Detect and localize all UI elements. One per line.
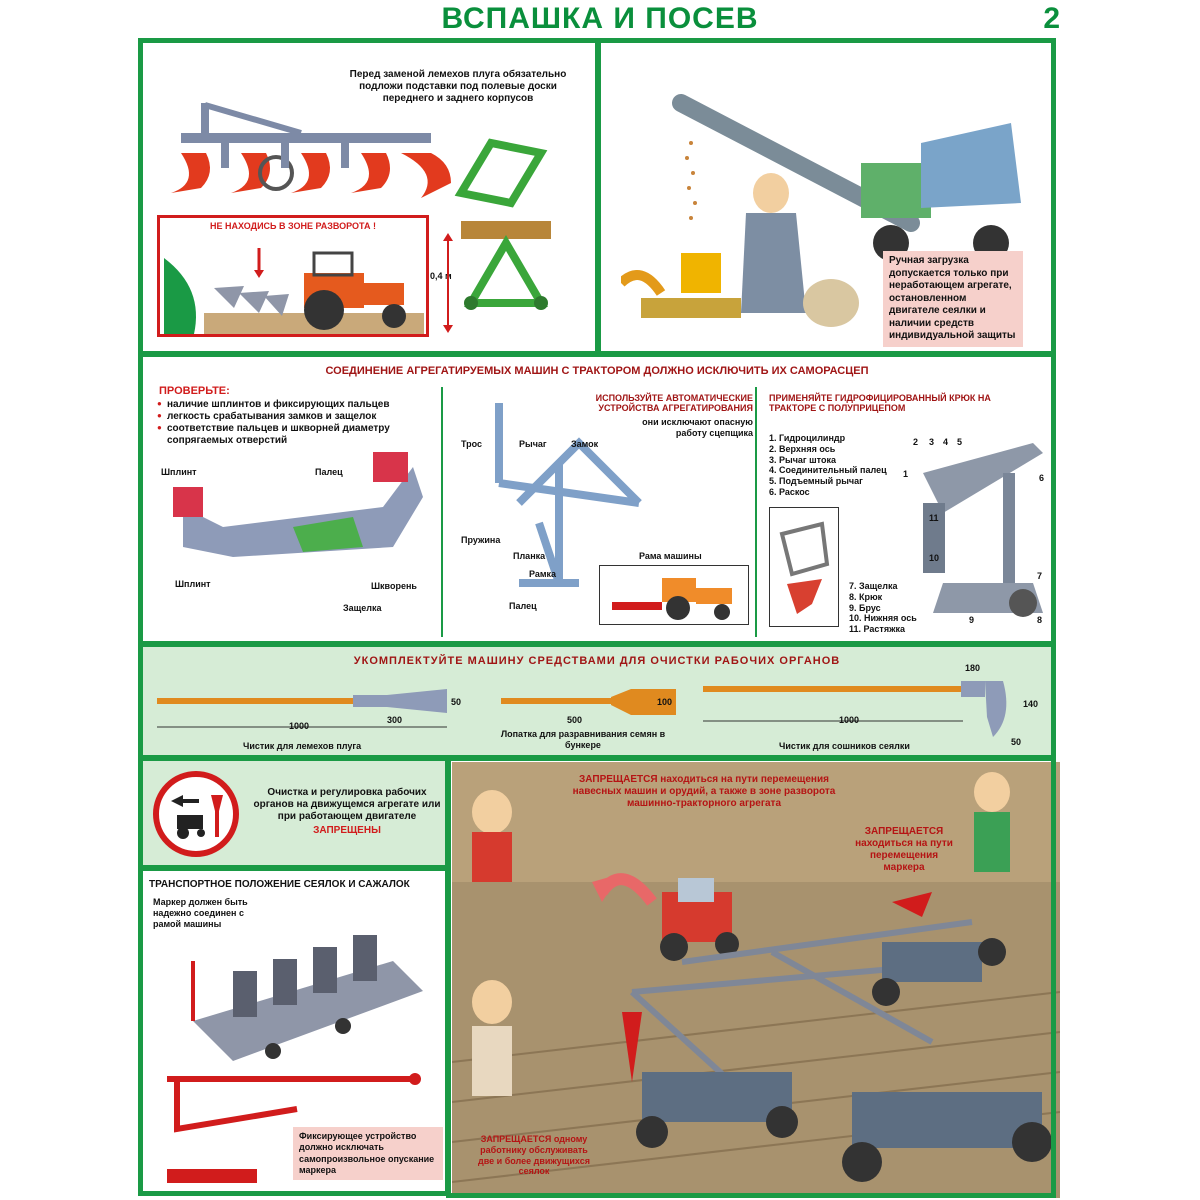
tractor-plow-illustration — [164, 238, 426, 334]
prohibition-sign-icon — [153, 771, 239, 857]
tool3-top: 180 — [965, 663, 981, 673]
label-pruzhina: Пружина — [461, 535, 501, 545]
divider — [441, 387, 443, 637]
label-shkvoren: Шкворень — [371, 581, 417, 591]
hook-parts-top — [769, 433, 887, 498]
hook-number: 7 — [1037, 571, 1043, 581]
hook-part: 2. Верхняя ось — [769, 443, 836, 454]
check-item: ● соответствие пальцев и шкворней диаметру сопрягаемых отверстий — [157, 423, 427, 447]
tool1-blade: 300 — [387, 715, 403, 725]
label-shplint-top: Шплинт — [161, 467, 197, 477]
page-title: ВСПАШКА И ПОСЕВ — [441, 2, 759, 35]
check-item: ● легкость срабатывания замков и защелок — [157, 411, 427, 423]
prohibition-forbidden: ЗАПРЕЩЕНЫ — [313, 825, 381, 836]
hook-part: 1. Гидроцилиндр — [769, 433, 846, 443]
turn-zone-warning: НЕ НАХОДИСЬ В ЗОНЕ РАЗВОРОТА ! — [210, 221, 376, 231]
loading-note: Ручная загрузка допускается только при неработающем агрегате, остановленном двигателе сеялки и наличии средств индивидуальной защиты — [883, 251, 1023, 347]
hook-number: 5 — [957, 437, 963, 447]
auto-subtitle: они исключают опасную работу сцепщика — [642, 417, 753, 438]
field-warning-1-head: ЗАПРЕЩАЕТСЯ — [579, 774, 658, 785]
hook-number: 10 — [929, 553, 940, 563]
field-warning-3 — [474, 1134, 594, 1177]
drawbar-illustration — [163, 447, 433, 597]
plow-note: Перед заменой лемехов плуга обязательно подложи подставки под полевые доски переднего и заднего корпусов — [349, 69, 567, 104]
tool2-name: Лопатка для разравнивания семян в бункере — [500, 729, 666, 750]
label-zaschelka: Защелка — [343, 603, 382, 613]
hook-number: 1 — [903, 469, 909, 479]
field-scene — [452, 762, 1060, 1198]
field-warning-2 — [854, 826, 954, 874]
coupling-title: СОЕДИНЕНИЕ АГРЕГАТИРУЕМЫХ МАШИН С ТРАКТОРОМ ДОЛЖНО ИСКЛЮЧИТЬ ИХ САМОРАСЦЕП — [325, 365, 869, 377]
label-rychag: Рычаг — [519, 439, 547, 449]
coupling-panel — [138, 352, 1056, 646]
prohibition-text: Очистка и регулировка рабочих органов на движущемся агрегате или при работающем двигателе — [253, 787, 441, 822]
tractor-inset-illustration — [602, 570, 746, 622]
hook-inset-illustration — [772, 514, 836, 620]
tool1-length: 1000 — [289, 721, 310, 731]
hook-number: 8 — [1037, 615, 1043, 625]
label-ramka: Рамка — [529, 569, 557, 579]
hook-number: 6 — [1039, 473, 1045, 483]
label-tros: Трос — [461, 439, 483, 449]
check-item: ● наличие шплинтов и фиксирующих пальцев — [157, 399, 427, 411]
height-dimension: 0,4 м — [430, 271, 452, 281]
prohibition-panel — [138, 756, 450, 870]
label-rama: Рама машины — [639, 551, 702, 561]
transport-title: ТРАНСПОРТНОЕ ПОЛОЖЕНИЕ СЕЯЛОК И САЖАЛОК — [149, 879, 410, 890]
turn-zone-box — [157, 215, 429, 337]
hook-number: 11 — [929, 513, 939, 523]
hook-part: 10. Нижняя ось — [849, 613, 917, 624]
tool2-width: 100 — [657, 697, 673, 707]
cleaning-title: УКОМПЛЕКТУЙТЕ МАШИНУ СРЕДСТВАМИ ДЛЯ ОЧИСТКИ РАБОЧИХ ОРГАНОВ — [353, 655, 841, 667]
hook-part: 8. Крюк — [849, 591, 883, 602]
hook-part: 11. Растяжка — [849, 624, 905, 635]
seeder-transport-illustration — [173, 901, 443, 1071]
coulter-cleaner-tool — [703, 677, 1023, 747]
cleaning-tools-panel — [138, 642, 1056, 760]
tool1-name: Чистик для лемехов плуга — [243, 741, 362, 751]
tool3-name: Чистик для сошников сеялки — [779, 741, 910, 751]
divider — [755, 387, 757, 637]
label-zamok: Замок — [571, 439, 599, 449]
field-warning-1-body: находиться на пути перемещения навесных машин и орудий, а также в зоне разворота машинно-тракторного агрегата — [572, 774, 836, 809]
hook-number: 4 — [943, 437, 949, 447]
page-number: 2 — [1043, 2, 1060, 35]
check-title: ПРОВЕРЬТЕ: — [159, 385, 230, 397]
hook-part: 5. Подъемный рычаг — [769, 476, 863, 487]
hook-inset — [769, 507, 839, 627]
field-warning-3-body: одному работнику обслуживать две и более движущихся сеялок — [478, 1134, 590, 1177]
marker-note: Маркер должен быть надежно соединен с рамой машины — [153, 897, 248, 929]
hook-title: ПРИМЕНЯЙТЕ ГИДРОФИЦИРОВАННЫЙ КРЮК НА ТРАКТОРЕ С ПОЛУПРИЦЕПОМ — [769, 393, 991, 413]
label-palets-2: Палец — [509, 601, 537, 611]
check-list — [157, 399, 427, 447]
tractor-inset — [599, 565, 749, 625]
label-planka: Планка — [513, 551, 546, 561]
tool3-length: 1000 — [839, 715, 860, 725]
seeder-loading-panel — [596, 38, 1056, 356]
tool3-height: 140 — [1023, 699, 1039, 709]
hook-part: 6. Раскос — [769, 486, 810, 497]
hook-part: 9. Брус — [849, 602, 881, 613]
auto-title: ИСПОЛЬЗУЙТЕ АВТОМАТИЧЕСКИЕ УСТРОЙСТВА АГРЕГАТИРОВАНИЯ — [595, 393, 753, 413]
tool1-width: 50 — [451, 697, 462, 707]
hydraulic-hook-illustration — [883, 433, 1053, 623]
plow-panel — [138, 38, 600, 356]
tool2-blade: 500 — [567, 715, 583, 725]
transport-panel — [138, 866, 450, 1196]
fix-note: Фиксирующее устройство должно исключать самопроизвольное опускание маркера — [293, 1127, 443, 1180]
label-shplint-bottom: Шплинт — [175, 579, 211, 589]
field-warning-1 — [564, 774, 844, 810]
hook-part: 7. Защелка — [849, 581, 898, 591]
field-warning-3-head: ЗАПРЕЩАЕТСЯ — [480, 1134, 552, 1144]
field-illustration — [452, 762, 1060, 1198]
hook-part: 4. Соединительный палец — [769, 465, 887, 476]
support-stand-illustration — [451, 133, 561, 323]
hook-number: 2 — [913, 437, 919, 447]
hook-number: 9 — [969, 615, 975, 625]
hook-part: 3. Рычаг штока — [769, 454, 836, 465]
tool3-tip: 50 — [1011, 737, 1022, 747]
field-warning-2-head: ЗАПРЕЩАЕТСЯ — [864, 826, 944, 837]
plow-illustration — [161, 93, 461, 213]
field-warning-2-body: находиться на пути перемещения маркера — [855, 838, 953, 873]
height-arrow — [443, 233, 453, 333]
hook-number: 3 — [929, 437, 935, 447]
label-palets: Палец — [315, 467, 343, 477]
seed-spatula-tool — [501, 683, 681, 723]
